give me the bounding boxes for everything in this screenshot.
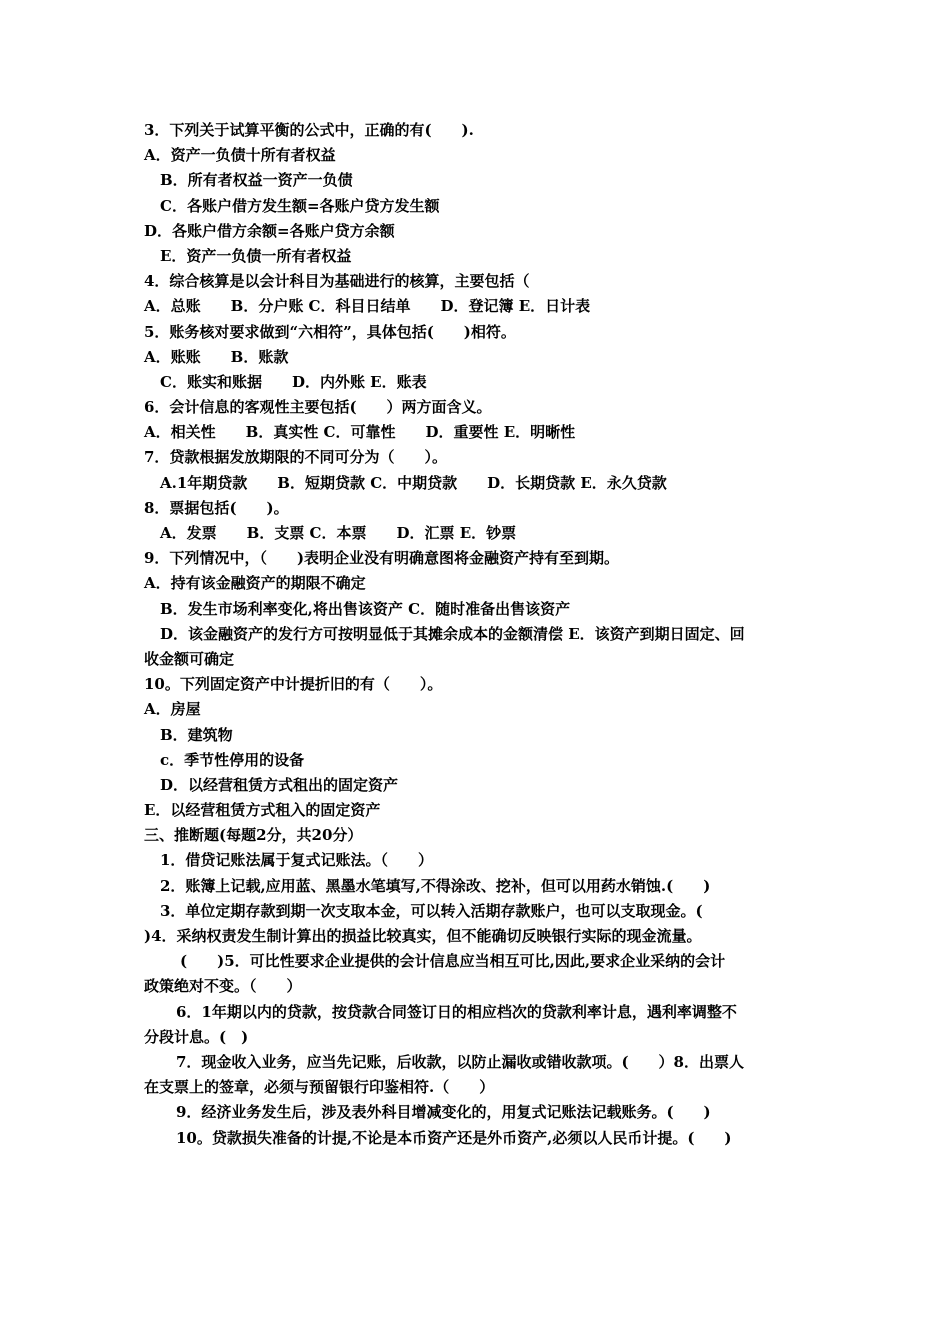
question-4: 4．综合核算是以会计科目为基础进行的核算，主要包括（ bbox=[144, 272, 530, 291]
judge-4: )4．采纳权责发生制计算出的损益比较真实，但不能确切反映银行实际的现金流量。 bbox=[144, 927, 702, 945]
question-9: 9．下列情况中，（ )表明企业没有明确意图将金融资产持有至到期。 bbox=[144, 549, 620, 568]
option-9a: A．持有该金融资产的期限不确定 bbox=[144, 574, 366, 593]
option-3c: C．各账户借方发生额=各账户贷方发生额 bbox=[160, 196, 440, 215]
question-5: 5．账务核对要求做到“六相符”，具体包括( )相符。 bbox=[144, 322, 516, 341]
judge-1: 1．借贷记账法属于复式记账法。（ ） bbox=[160, 851, 433, 870]
judge-7-8: 7．现金收入业务，应当先记账，后收款，以防止漏收或错收款项。( ）8．出票人 bbox=[176, 1052, 744, 1071]
judge-6-cont: 分段计息。( ) bbox=[144, 1027, 249, 1046]
options-5-cde: C．账实和账据 D．内外账 E．账表 bbox=[160, 372, 427, 391]
question-3: 3．下列关于试算平衡的公式中，正确的有( ). bbox=[144, 121, 474, 139]
options-4: A．总账 B．分户账 C．科目日结单 D．登记簿 E．日计表 bbox=[144, 297, 591, 316]
judge-10: 10。贷款损失准备的计提,不论是本币资产还是外币资产,必须以人民币计提。( ) bbox=[176, 1128, 732, 1147]
option-3d: D．各账户借方余额=各账户贷方余额 bbox=[144, 221, 395, 240]
option-10e: E．以经营租赁方式租入的固定资产 bbox=[144, 801, 381, 820]
option-10a: A．房屋 bbox=[144, 700, 201, 719]
judge-5-cont: 政策绝对不变。（ ） bbox=[144, 977, 302, 996]
option-10c: c．季节性停用的设备 bbox=[160, 750, 305, 769]
question-7: 7．贷款根据发放期限的不同可分为（ ）。 bbox=[144, 448, 447, 467]
options-8: A．发票 B．支票 C．本票 D．汇票 E．钞票 bbox=[160, 524, 517, 542]
options-9-bc: B．发生市场利率变化,将出售该资产 C．随时准备出售该资产 bbox=[160, 599, 571, 618]
options-7: A.1年期贷款 B．短期贷款 C．中期贷款 D．长期贷款 E．永久贷款 bbox=[160, 473, 667, 492]
question-8: 8．票据包括( )。 bbox=[144, 498, 289, 517]
options-9-de-cont: 收金额可确定 bbox=[144, 649, 235, 668]
judge-9: 9．经济业务发生后，涉及表外科目增减变化的，用复式记账法记载账务。( ) bbox=[176, 1103, 711, 1122]
question-10: 10。下列固定资产中计提折旧的有（ ）。 bbox=[144, 675, 443, 694]
option-10b: B．建筑物 bbox=[160, 725, 233, 744]
judge-5: ( )5．可比性要求企业提供的会计信息应当相互可比,因此,要求企业采纳的会计 bbox=[180, 952, 726, 971]
options-6: A．相关性 B．真实性 C．可靠性 D．重要性 E．明晰性 bbox=[144, 423, 576, 442]
options-9-de: D．该金融资产的发行方可按明显低于其摊余成本的金额清偿 E．该资产到期日固定、回 bbox=[160, 624, 745, 643]
option-3e: E．资产一负债一所有者权益 bbox=[160, 246, 352, 265]
options-5-ab: A．账账 B．账款 bbox=[144, 347, 289, 366]
judge-8-cont: 在支票上的签章，必须与预留银行印鉴相符.（ ） bbox=[144, 1078, 495, 1097]
judge-6: 6．1年期以内的贷款，按贷款合同签订日的相应档次的贷款利率计息，遇利率调整不 bbox=[176, 1002, 737, 1021]
section-3-heading: 三、推断题(每题2分，共20分） bbox=[144, 826, 363, 845]
document-body bbox=[144, 118, 808, 1151]
option-3a: A．资产一负债十所有者权益 bbox=[144, 146, 336, 165]
option-3b: B．所有者权益一资产一负债 bbox=[160, 171, 353, 190]
question-6: 6．会计信息的客观性主要包括( ）两方面含义。 bbox=[144, 398, 492, 417]
judge-3: 3．单位定期存款到期一次支取本金，可以转入活期存款账户，也可以支取现金。( bbox=[160, 901, 703, 920]
judge-2: 2．账簿上记载,应用蓝、黑墨水笔填写,不得涂改、挖补，但可以用药水销蚀.( ) bbox=[160, 876, 711, 895]
option-10d: D．以经营租赁方式租出的固定资产 bbox=[160, 775, 399, 794]
